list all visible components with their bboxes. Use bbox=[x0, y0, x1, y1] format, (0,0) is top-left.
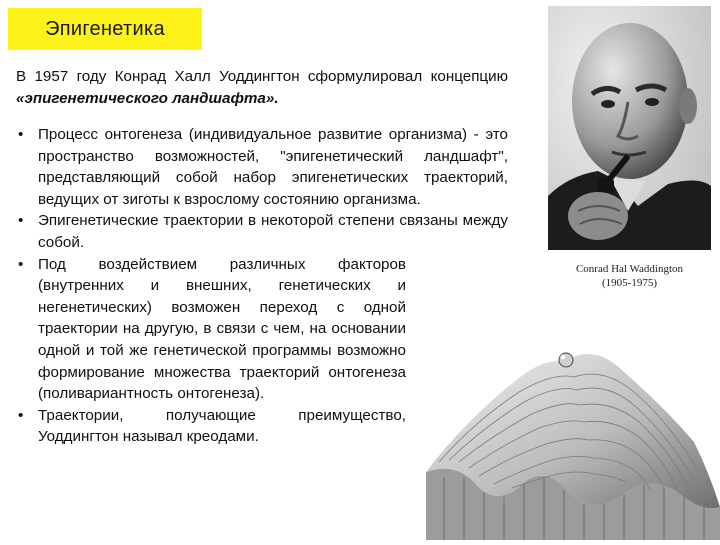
bullet-dot: • bbox=[18, 255, 24, 273]
bullet-text: Эпигенетические траектории в некоторой степени связаны между собой. bbox=[38, 212, 508, 251]
bullet-text: Процесс онтогенеза (индивидуальное развитие организма) - это пространство возможностей, "эпигенетический ландшафт", представляющий собой набор эпигенетических траекторий, ведущих от зиготы к взрослому состоянию организма. bbox=[38, 126, 508, 208]
epigenetic-landscape-illustration bbox=[424, 312, 720, 540]
bullet-item bbox=[16, 124, 508, 210]
intro-emphasis: «эпигенетического ландшафта». bbox=[16, 90, 279, 107]
photo-portrait-icon bbox=[548, 6, 711, 250]
portrait-photo bbox=[548, 6, 711, 250]
slide-title-box bbox=[8, 8, 202, 50]
bullet-dot: • bbox=[18, 126, 24, 143]
bullet-item bbox=[16, 210, 508, 253]
slide-title: Эпигенетика bbox=[45, 17, 165, 40]
caption-name: Conrad Hal Waddington bbox=[575, 263, 684, 275]
bullet-dot: • bbox=[18, 212, 24, 230]
intro-paragraph bbox=[16, 66, 508, 110]
portrait-caption bbox=[548, 262, 711, 290]
bullet-text: Траектории, получающие преимущество, Уоддингтон называл креодами. bbox=[38, 406, 406, 446]
bullet-text: Под воздействием различных факторов (внутренних и внешних, генетических и негенетических) возможен переход с одной траектории на другую, в связи с чем, на основании одной и той же генетической программы возможно формирование множества траекторий онтогенеза (поливариантность онтогенеза). bbox=[38, 255, 406, 403]
bullet-item bbox=[16, 405, 406, 448]
epigenetic-landscape-icon bbox=[424, 312, 720, 540]
bullet-item bbox=[16, 254, 406, 405]
intro-text: В 1957 году Конрад Халл Уоддингтон сформулировал концепцию bbox=[16, 68, 508, 85]
bullet-dot: • bbox=[18, 406, 24, 424]
caption-years: (1905-1975) bbox=[602, 277, 657, 289]
